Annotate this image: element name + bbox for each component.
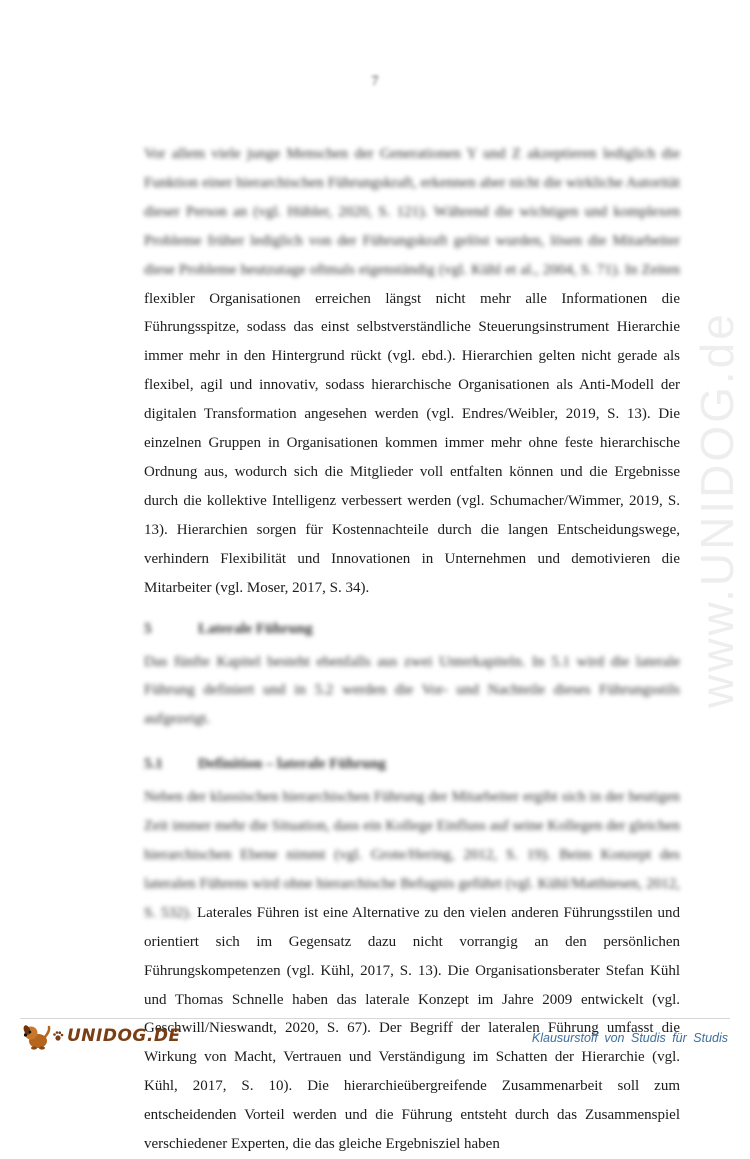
- watermark: www.UNIDOG.de: [691, 311, 743, 709]
- document-body: [144, 140, 680, 1159]
- section-title: Laterale Führung: [198, 620, 313, 637]
- blurred-line: Vor allem viele junge Menschen der Generationen Y und Z akzeptieren lediglich die: [144, 146, 680, 162]
- dog-mascot-icon: [22, 1021, 52, 1051]
- section-number: 5.1: [144, 756, 163, 773]
- section-heading-5-1: [144, 756, 680, 773]
- paragraph-1-visible-text: flexibler Organisationen erreichen längst nicht mehr alle Informationen die Führungsspitze, sodass das einst selbstverständliche Steuerungsinstrument Hierarchie immer mehr in den Hintergrund rückt (vgl. ebd.). Hierarchien gelten nicht gerade als flexibel, agil und innovativ, sodass hierarchische Organisationen als Anti-Modell der digitalen Transformation angesehen werden (vgl. Endres/Weibler, 2019, S. 13). Die einzelnen Gruppen in Organisationen kommen immer mehr ohne feste hierarchische Ordnung aus, wodurch sich die Mitglieder voll entfalten können und die Ergebnisse durch die kollektive Intelligenz verbessert werden (vgl. Schumacher/Wimmer, 2019, S. 13). Hierarchien sorgen für Kostennachteile durch die langen Entscheidungswege, verhindern Flexibilität und Innovationen in Unternehmen und demotivieren die Mitarbeiter (vgl. Moser, 2017, S. 34).: [144, 290, 680, 596]
- blurred-line: diese Probleme heutzutage oftmals eigenständig (vgl. Kühl et al., 2004, S. 71). In Zeiten: [144, 261, 680, 278]
- section-title: Definition – laterale Führung: [198, 756, 386, 773]
- logo-text: UNIDOG.DE: [67, 1026, 181, 1046]
- paragraph-3-blurred: Neben der klassischen hierarchischen Führung der Mitarbeiter ergibt sich in der heutigen Zeit immer mehr die Situation, dass ein Kollege Einfluss auf seine Kollegen der gleichen hierarchischen Ebene nimmt (vgl. Grote/Hering, 2012, S. 19). Beim Konzept des lateralen Führens wird ohne hierarchische Befugnis geführt (vgl. Kühl/Matthiesen, 2012, S. 532).: [144, 789, 680, 921]
- section-number: 5: [144, 620, 152, 637]
- unidog-logo: [22, 1020, 181, 1052]
- paragraph-3-visible-text: Laterales Führen ist eine Alternative zu den vielen anderen Führungsstilen und orientiert sich im Gegensatz dazu nicht vorrangig an den persönlichen Führungskompetenzen (vgl. Kühl, 2017, S. 13). Die Organisationsberater Stefan Kühl und Thomas Schnelle haben das laterale Konzept im Jahre 2009 entwickelt (vgl. Geschwill/Nieswandt, 2020, S. 67). Der Begriff der lateralen Führung umfasst die Wirkung von Macht, Vertrauen und Verständigung im Schatten der Hierarchie (vgl. Kühl, 2017, S. 10). Die hierarchieübergreifende Zusammenarbeit soll zum entscheidenden Vorteil werden und die Führung entsteht durch das Zusammenspiel verschiedener Experten, die das gleiche Ergebnisziel haben: [144, 904, 680, 1153]
- paragraph-1-blurred: [144, 146, 680, 278]
- blurred-line: Funktion einer hierarchischen Führungskraft, erkennen aber nicht die wirkliche Autorität: [144, 174, 680, 191]
- paragraph-2: Das fünfte Kapitel besteht ebenfalls aus zwei Unterkapiteln. In 5.1 wird die laterale Führung definiert und in 5.2 werden die Vor- und Nachteile dieses Führungsstils aufgezeigt.: [144, 653, 680, 728]
- blurred-line: Probleme früher lediglich von der Führungskraft gelöst wurden, lösen die Mitarbeiter: [144, 232, 680, 249]
- paw-print-icon: [52, 1030, 64, 1042]
- paragraph-1: [144, 140, 680, 603]
- section-heading-5: [144, 621, 680, 638]
- page-number: 7: [371, 74, 379, 89]
- blurred-line: dieser Person an (vgl. Hübler, 2020, S. 121). Während die wichtigen und komplexen: [144, 203, 680, 220]
- footer-divider: [20, 1018, 730, 1019]
- footer-tagline: Klausurstoff von Studis für Studis: [531, 1031, 728, 1045]
- paragraph-3: [144, 783, 680, 1159]
